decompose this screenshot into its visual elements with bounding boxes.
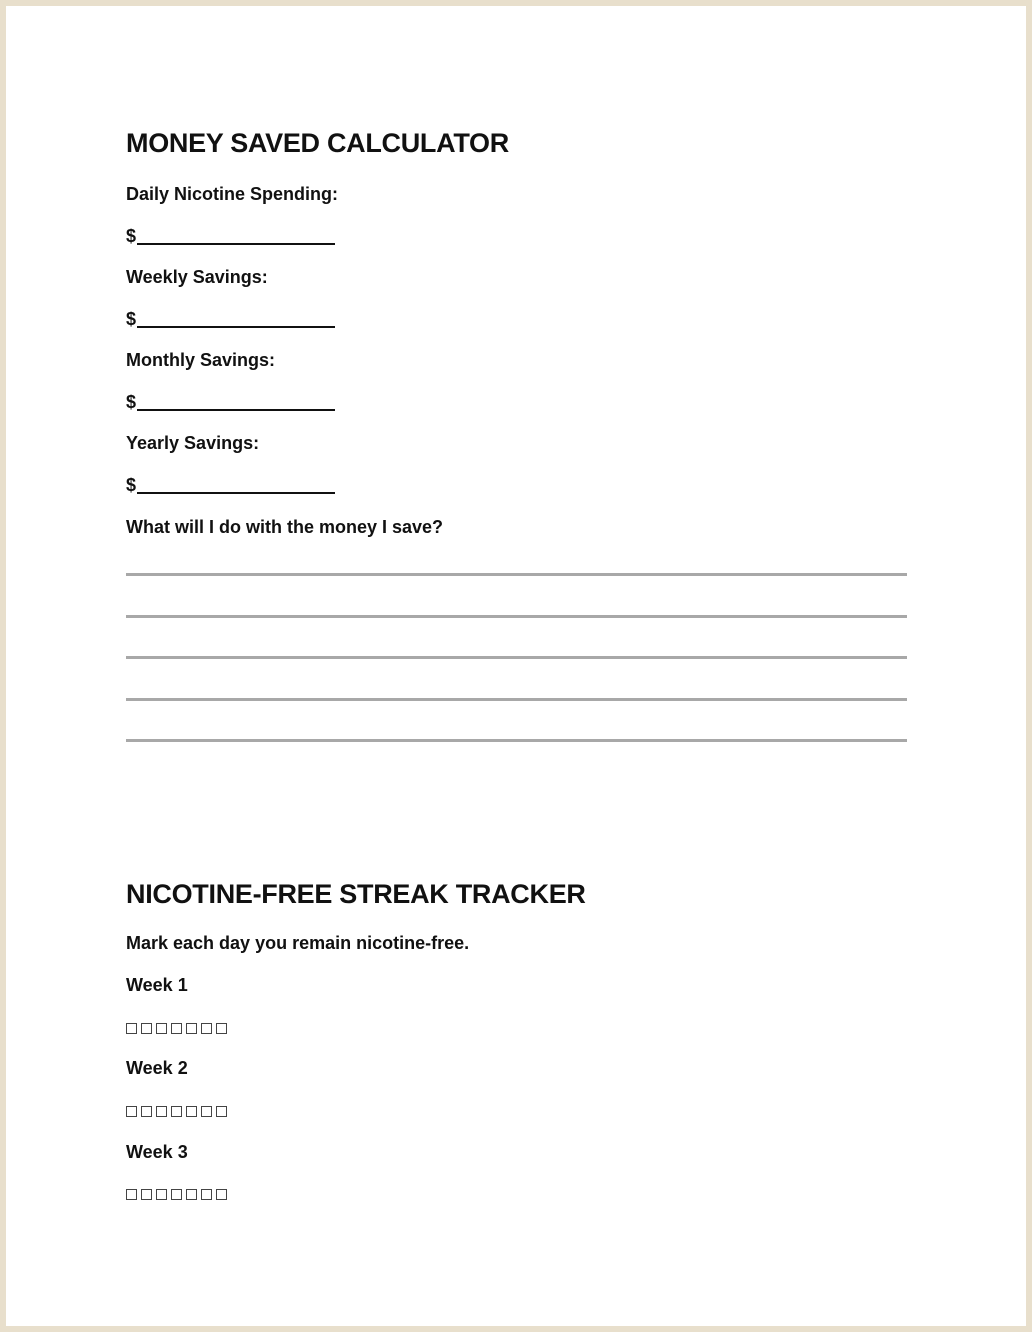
daily-spending-label: Daily Nicotine Spending: <box>126 184 339 204</box>
writing-line[interactable] <box>126 698 907 701</box>
week-3-checkboxes <box>126 1186 231 1201</box>
currency-symbol: $ <box>126 392 137 412</box>
fill-in-line <box>137 243 335 245</box>
day-checkbox[interactable] <box>186 1189 197 1200</box>
monthly-savings-label: Monthly Savings: <box>126 350 276 370</box>
document-page <box>6 6 1026 1326</box>
fill-in-line <box>137 326 335 328</box>
currency-symbol: $ <box>126 309 137 329</box>
streak-instruction: Mark each day you remain nicotine-free. <box>126 933 470 953</box>
day-checkbox[interactable] <box>156 1106 167 1117</box>
week-1-label: Week 1 <box>126 975 188 995</box>
day-checkbox[interactable] <box>201 1106 212 1117</box>
day-checkbox[interactable] <box>216 1023 227 1034</box>
writing-line[interactable] <box>126 656 907 659</box>
day-checkbox[interactable] <box>171 1106 182 1117</box>
fill-in-line <box>137 409 335 411</box>
week-3-label: Week 3 <box>126 1142 188 1162</box>
currency-symbol: $ <box>126 226 137 246</box>
day-checkbox[interactable] <box>186 1023 197 1034</box>
money-saved-title: MONEY SAVED CALCULATOR <box>126 128 509 158</box>
day-checkbox[interactable] <box>201 1189 212 1200</box>
yearly-savings-blank[interactable] <box>126 475 335 496</box>
day-checkbox[interactable] <box>141 1106 152 1117</box>
day-checkbox[interactable] <box>156 1023 167 1034</box>
daily-spending-blank[interactable] <box>126 226 335 247</box>
weekly-savings-label: Weekly Savings: <box>126 267 268 287</box>
week-1-checkboxes <box>126 1020 231 1035</box>
writing-line[interactable] <box>126 615 907 618</box>
day-checkbox[interactable] <box>141 1023 152 1034</box>
week-2-label: Week 2 <box>126 1058 188 1078</box>
day-checkbox[interactable] <box>171 1189 182 1200</box>
fill-in-line <box>137 492 335 494</box>
day-checkbox[interactable] <box>126 1106 137 1117</box>
day-checkbox[interactable] <box>126 1023 137 1034</box>
currency-symbol: $ <box>126 475 137 495</box>
day-checkbox[interactable] <box>216 1189 227 1200</box>
day-checkbox[interactable] <box>201 1023 212 1034</box>
week-2-checkboxes <box>126 1103 231 1118</box>
streak-tracker-title: NICOTINE-FREE STREAK TRACKER <box>126 879 586 909</box>
weekly-savings-blank[interactable] <box>126 309 335 330</box>
day-checkbox[interactable] <box>126 1189 137 1200</box>
day-checkbox[interactable] <box>141 1189 152 1200</box>
day-checkbox[interactable] <box>156 1189 167 1200</box>
day-checkbox[interactable] <box>186 1106 197 1117</box>
yearly-savings-label: Yearly Savings: <box>126 433 260 453</box>
day-checkbox[interactable] <box>216 1106 227 1117</box>
writing-line[interactable] <box>126 573 907 576</box>
monthly-savings-blank[interactable] <box>126 392 335 413</box>
money-plan-question: What will I do with the money I save? <box>126 517 444 537</box>
day-checkbox[interactable] <box>171 1023 182 1034</box>
writing-line[interactable] <box>126 739 907 742</box>
